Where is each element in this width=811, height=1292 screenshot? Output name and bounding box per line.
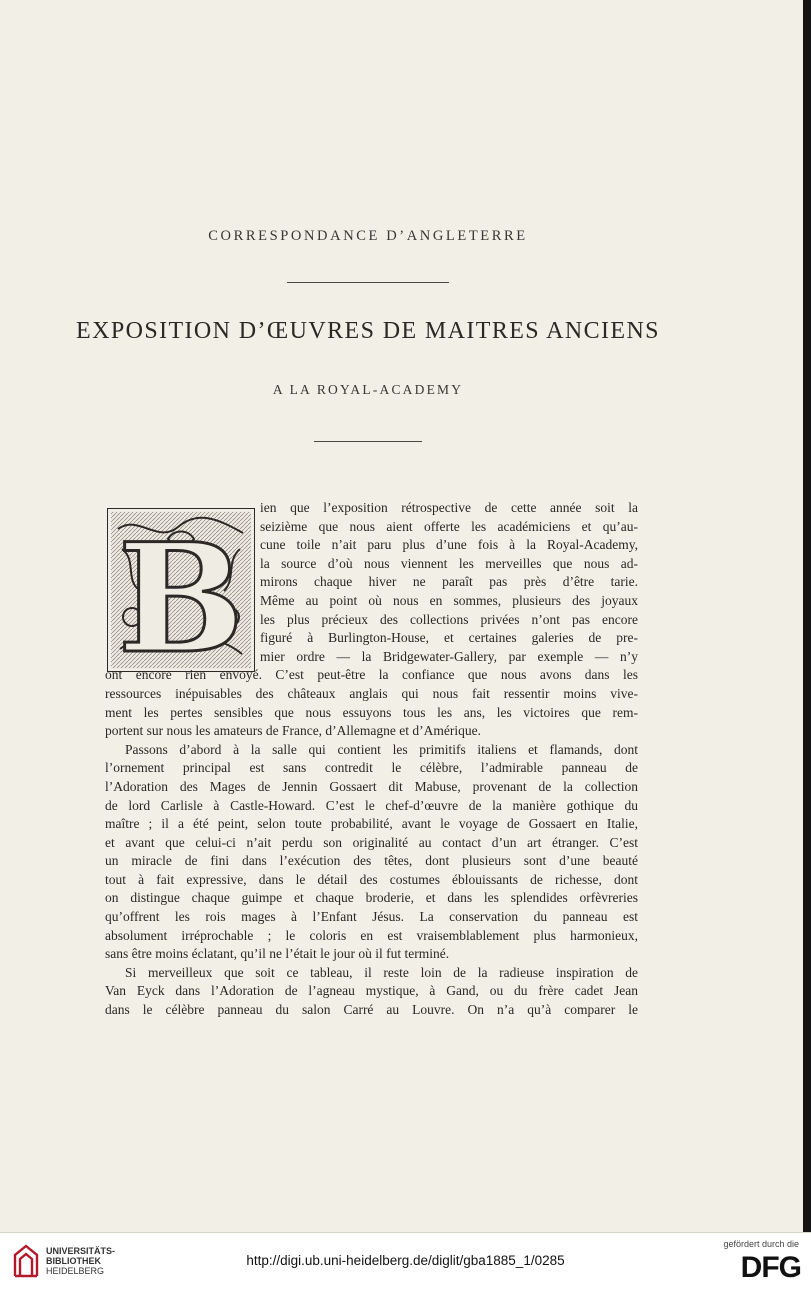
text-line: tout à fait expressive, dans le détail des costumes éblouissants de richesse, dont — [105, 871, 638, 887]
divider-rule — [287, 282, 449, 283]
text-line: ment les pertes sensibles que nous essuyons tous les ans, les victoires que rem- — [105, 704, 638, 720]
text-line: dans le célèbre panneau du salon Carré au Louvre. On n’a qu’à comparer le — [105, 1002, 638, 1018]
text-line: mier ordre — la Bridgewater-Gallery, par exemple — n’y — [260, 648, 638, 664]
article-subtitle: A LA ROYAL-ACADEMY — [272, 382, 464, 397]
text-line: l’Adoration des Mages de Jennin Gossaert dit Mabuse, provenant de la collection — [105, 778, 638, 794]
text-line: l’ornement principal est sans contredit le célèbre, l’admirable panneau de — [105, 760, 638, 776]
text-line: sans être moins éclatant, qu’il ne l’était le jour où il fut terminé. — [105, 946, 450, 962]
text-line: ont encore rien envoyé. C’est peut-être la confiance que nous avons dans les — [105, 667, 638, 683]
drop-cap-letter: B — [117, 511, 245, 671]
article-title: EXPOSITION D’ŒUVRES DE MAITRES ANCIENS — [76, 318, 660, 344]
funding-note: gefördert durch die — [723, 1239, 799, 1249]
text-line: Passons d’abord à la salle qui contient les primitifs italiens et flamands, dont — [125, 741, 638, 757]
article-body — [105, 499, 638, 1020]
text-line: Van Eyck dans l’Adoration de l’agneau mystique, à Gand, ou du frère cadet Jean — [105, 983, 638, 999]
text-line: portent sur nous les amateurs de France, d’Allemagne et d’Amérique. — [105, 723, 482, 739]
text-line: la source d’où nous viennent les merveilles que nous ad- — [260, 555, 638, 571]
text-line: de lord Carlisle à Castle-Howard. C’est le chef-d’œuvre de la manière gothique du — [105, 797, 638, 813]
text-line: qu’offrent les rois mages à l’Enfant Jésus. La conservation du panneau est — [105, 909, 638, 925]
text-line: seizième que nous aient offerte les académiciens et qu’au- — [260, 518, 638, 534]
text-line: et avant que celui-ci n’ait perdu son originalité au contact d’un art étranger. C’est — [105, 834, 638, 850]
text-line: Si merveilleux que soit ce tableau, il reste loin de la radieuse inspiration de — [125, 964, 638, 980]
scan-edge — [803, 0, 811, 1232]
text-line: mirons chaque hiver ne paraît pas près d’être tarie. — [260, 574, 638, 590]
text-line: maître ; il a été peint, selon toute probabilité, avant le voyage de Gossaert en Italie, — [105, 816, 638, 832]
text-line: les plus précieux des collections privées n’ont pas encore — [260, 611, 638, 627]
text-line: cune toile n’ait paru plus d’une fois à la Royal-Academy, — [260, 537, 638, 553]
dfg-logo: DFG — [740, 1251, 801, 1284]
permalink-url[interactable]: http://digi.ub.uni-heidelberg.de/diglit/gba1885_1/0285 — [246, 1253, 565, 1268]
text-line: un miracle de fini dans l’exécution des têtes, dont plusieurs sont d’une beauté — [105, 853, 638, 869]
section-kicker: CORRESPONDANCE D’ANGLETERRE — [208, 228, 528, 244]
library-name: UNIVERSITÄTS- BIBLIOTHEK HEIDELBERG — [46, 1246, 116, 1276]
text-line: ien que l’exposition rétrospective de cette année soit la — [260, 500, 638, 515]
text-line: on distingue chaque guimpe et chaque broderie, et dans les splendides orfèvreries — [105, 890, 638, 906]
text-line: ressources inépuisables des châteaux anglais qui nous fait ressentir moins vive- — [105, 685, 638, 701]
text-line: figuré à Burlington-House, et certaines galeries de pre- — [260, 630, 638, 646]
text-line: absolument irréprochable ; le coloris en est vraisemblablement plus harmonieux, — [105, 927, 638, 943]
text-line: Même au point où nous en sommes, plusieurs des joyaux — [260, 592, 638, 608]
viewer-footer — [0, 1232, 811, 1292]
divider-rule — [314, 441, 422, 442]
